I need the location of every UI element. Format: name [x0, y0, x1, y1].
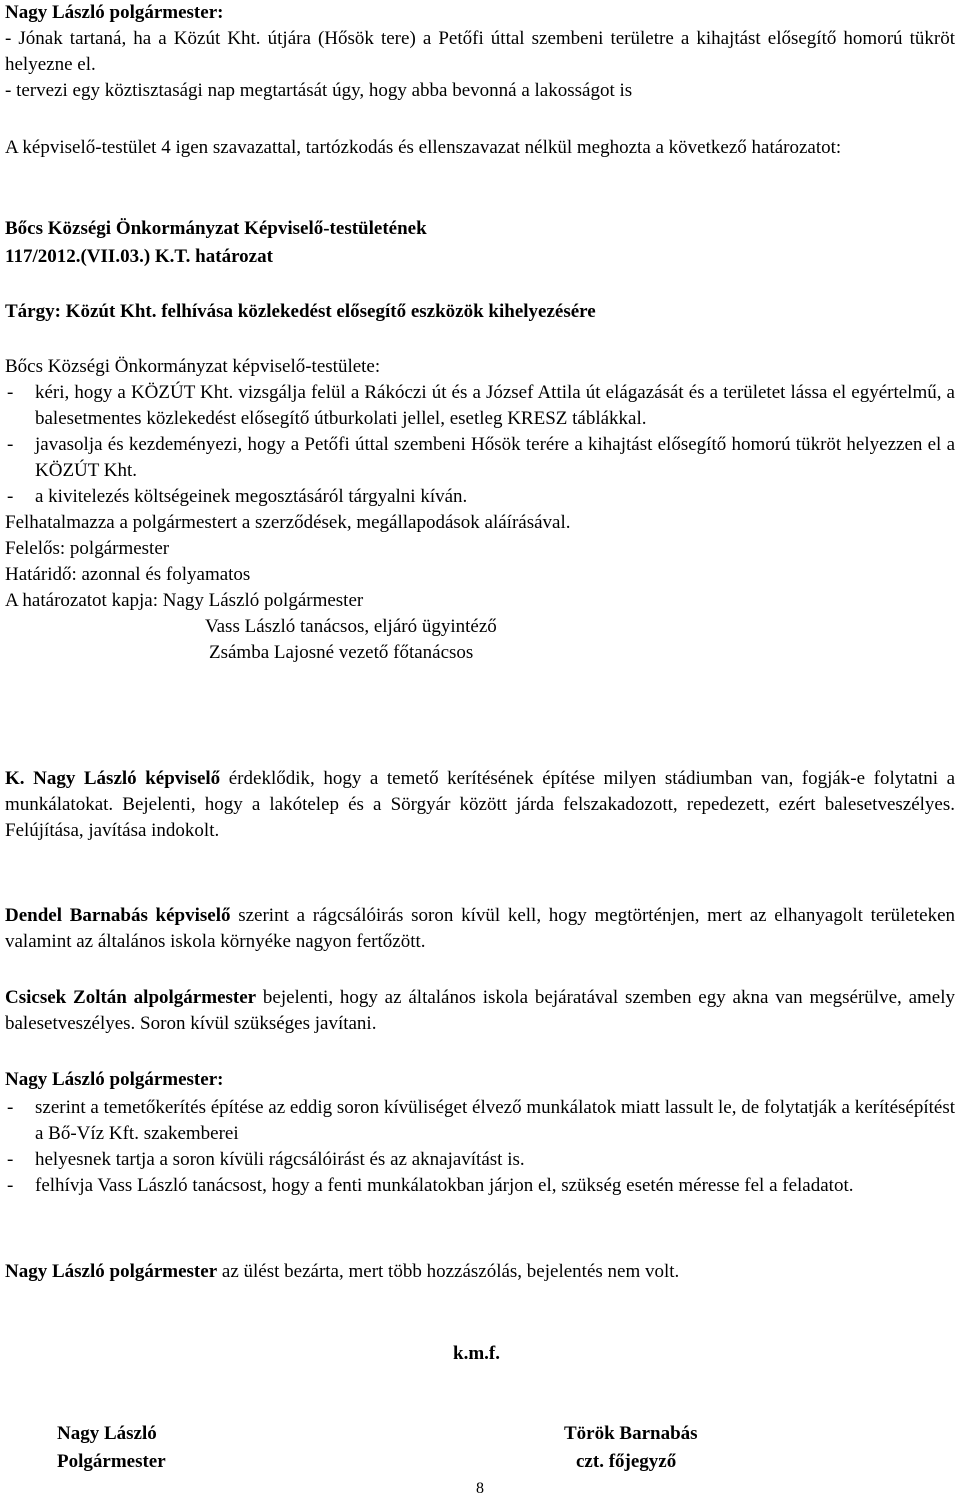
resolution-subject: Tárgy: Közút Kht. felhívása közlekedést elősegítő eszközök kihelyezésére: [5, 301, 596, 322]
signature-left-name: Nagy László: [57, 1423, 157, 1444]
resolution-authorize: Felhatalmazza a polgármestert a szerződések, megállapodások aláírásával.: [5, 512, 571, 533]
resolution-recipient-3: Zsámba Lajosné vezető főtanácsos: [209, 642, 474, 663]
dendel-paragraph: Dendel Barnabás képviselő szerint a rágcsálóirás soron kívül kell, hogy megtörténjen, mert az elhanyagolt területeken valamint az általános iskola környéke nagyon fertőzött.: [5, 905, 956, 952]
list-item: - javasolja és kezdeményezi, hogy a Petőfi úttal szembeni Hősök terére a kihajtást elősegítő homorú tükröt helyezzen el a KÖZÚT Kht.: [7, 434, 955, 481]
resolution-recipients: A határozatot kapja: Nagy László polgármester: [5, 590, 364, 611]
vote-statement: A képviselő-testület 4 igen szavazattal, tartózkodás és ellenszavazat nélkül meghozta a következő határozatot:: [5, 137, 842, 158]
resolution-heading-2: 117/2012.(VII.03.) K.T. határozat: [5, 246, 273, 267]
list-item: - a kivitelezés költségeinek megosztásáról tárgyalni kíván.: [7, 486, 468, 507]
list-item: - helyesnek tartja a soron kívüli rágcsálóirást és az aknajavítást is.: [7, 1149, 525, 1170]
page-number: 8: [476, 1480, 484, 1497]
intro-line-2: - tervezi egy köztisztasági nap megtartását úgy, hogy abba bevonná a lakosságot is: [5, 80, 633, 101]
list-item: - felhívja Vass László tanácsost, hogy a fenti munkálatokban járjon el, szükség esetén méresse fel a feladatot.: [7, 1175, 854, 1196]
mayor-speaker: Nagy László polgármester:: [5, 1069, 224, 1090]
intro-line-1: - Jónak tartaná, ha a Közút Kht. útjára (Hősök tere) a Petőfi úttal szembeni területre a kihajtást elősegítő homorú tükröt helyezne el.: [5, 28, 955, 75]
csicsek-paragraph: Csicsek Zoltán alpolgármester bejelenti, hogy az általános iskola bejáratával szemben egy akna van megsérülve, amely balesetveszélyes. Soron kívül szükséges javítani.: [5, 987, 956, 1034]
resolution-deadline: Határidő: azonnal és folyamatos: [5, 564, 251, 585]
kovacs-paragraph: K. Nagy László képviselő érdeklődik, hogy a temető kerítésének építése milyen stádiumban van, fogják-e folytatni a munkálatokat. Bejelenti, hogy a lakótelep és a Sörgyár között járda felszakadozott, repedezett, ezért balesetveszélyes. Felújítása, javítása indokolt.: [5, 768, 956, 841]
resolution-items: [5, 380, 955, 666]
resolution-recipient-2: Vass László tanácsos, eljáró ügyintéző: [205, 616, 497, 637]
signature-left-title: Polgármester: [57, 1451, 166, 1472]
list-item: - kéri, hogy a KÖZÚT Kht. vizsgálja felül a Rákóczi út és a József Attila út elágazását és a területet lássa el egyértelmű, a balesetmentes közlekedést elősegítő útburkolati jellel, esetleg KRESZ táblákkal.: [7, 382, 955, 429]
mayor-items: [5, 1095, 955, 1199]
intro-speaker: Nagy László polgármester:: [5, 2, 224, 23]
closing-paragraph: Nagy László polgármester az ülést bezárta, mert több hozzászólás, bejelentés nem volt.: [5, 1261, 680, 1282]
resolution-responsible: Felelős: polgármester: [5, 538, 170, 559]
signature-right-title: czt. főjegyző: [576, 1451, 677, 1472]
signature-right-name: Török Barnabás: [564, 1423, 698, 1444]
resolution-heading-1: Bőcs Községi Önkormányzat Képviselő-testületének: [5, 218, 427, 239]
resolution-body-title: Bőcs Községi Önkormányzat képviselő-testülete:: [5, 356, 381, 377]
list-item: - szerint a temetőkerítés építése az eddig soron kívüliséget élvező munkálatok miatt lassult le, de folytatják a kerítésépítést a Bő-Víz Kft. szakemberei: [7, 1097, 955, 1144]
kmf-label: k.m.f.: [453, 1343, 500, 1364]
